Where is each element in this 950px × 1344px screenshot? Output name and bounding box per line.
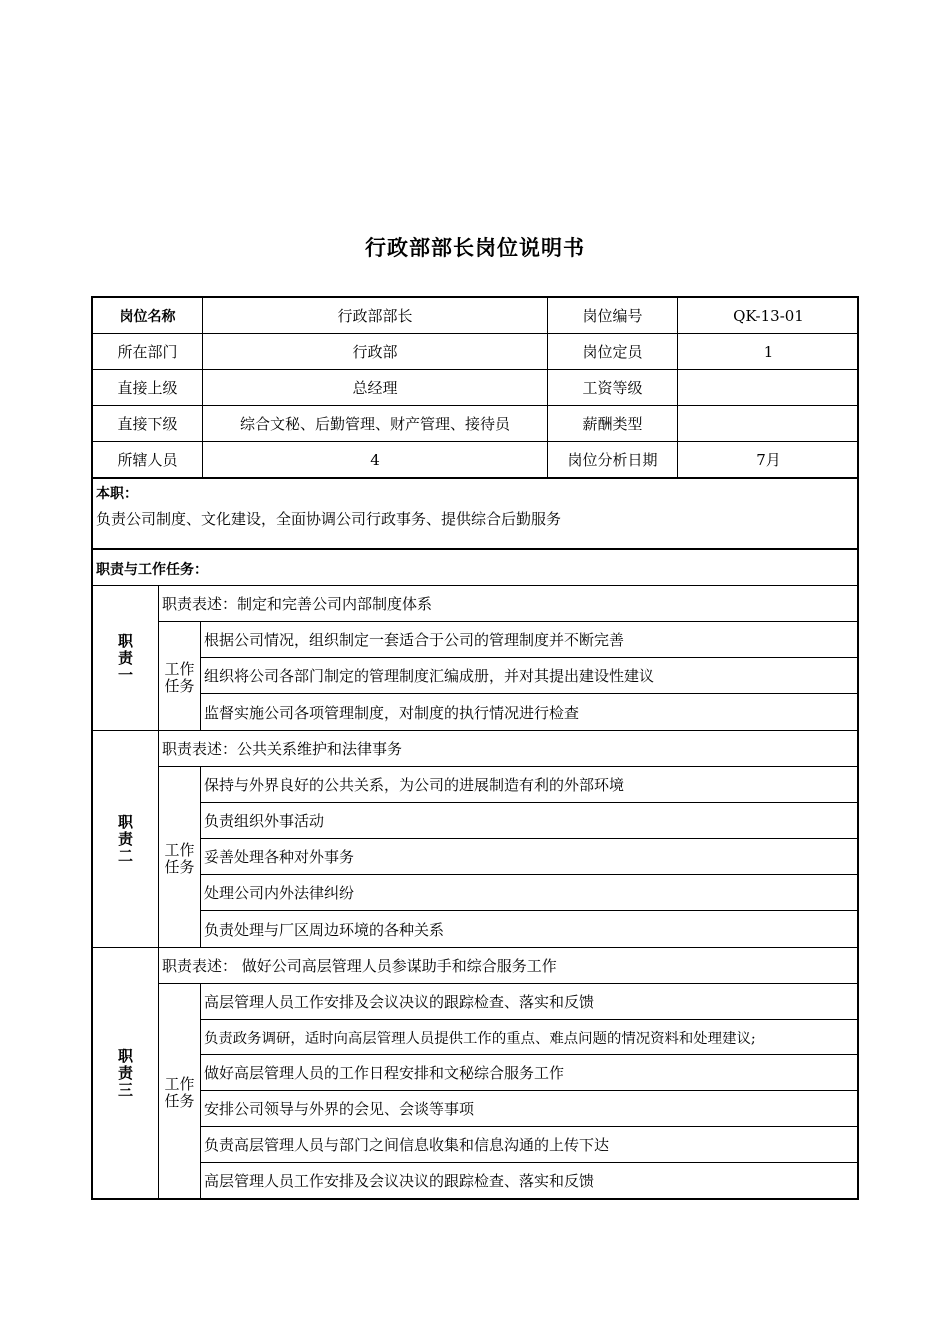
info-value: QK-13-01 (733, 306, 804, 325)
info-label: 岗位分析日期 (548, 442, 678, 477)
info-value: 行政部 (203, 334, 548, 369)
info-row (93, 370, 857, 406)
info-label: 所在部门 (93, 334, 203, 369)
task-item: 负责处理与厂区周边环境的各种关系 (204, 920, 445, 939)
info-row (93, 442, 857, 479)
task-item: 负责组织外事活动 (201, 803, 857, 839)
task-label: 工作任务 (159, 984, 201, 1198)
duty-description: 职责表述： 做好公司高层管理人员参谋助手和综合服务工作 (159, 948, 857, 984)
info-value: 7月 (756, 451, 781, 469)
task-item: 妥善处理各种对外事务 (201, 839, 857, 875)
page-title: 行政部部长岗位说明书 (365, 236, 585, 260)
info-row (93, 334, 857, 370)
info-label: 岗位编号 (548, 298, 678, 333)
duty-block (93, 586, 857, 731)
duty-label: 职责一 (93, 586, 159, 730)
info-value: 总经理 (203, 370, 548, 405)
task-item: 根据公司情况，组织制定一套适合于公司的管理制度并不断完善 (201, 622, 857, 658)
task-item: 安排公司领导与外界的会见、会谈等事项 (201, 1091, 857, 1127)
task-item: 负责政务调研，适时向高层管理人员提供工作的重点、难点问题的情况资料和处理建议; (201, 1020, 857, 1055)
info-value: 综合文秘、后勤管理、财产管理、接待员 (203, 406, 548, 441)
main-duty-section (93, 479, 857, 550)
task-item: 做好高层管理人员的工作日程安排和文秘综合服务工作 (201, 1055, 857, 1091)
task-item: 监督实施公司各项管理制度，对制度的执行情况进行检查 (204, 703, 580, 722)
info-row (93, 406, 857, 442)
duty-label: 职责二 (93, 731, 159, 947)
info-value: 4 (203, 442, 548, 477)
main-duty-heading: 本职： (96, 486, 138, 502)
duty-label: 职责三 (93, 948, 159, 1198)
info-value (678, 370, 859, 405)
info-value: 1 (763, 342, 774, 361)
task-item: 处理公司内外法律纠纷 (201, 875, 857, 911)
task-item: 保持与外界良好的公共关系，为公司的进展制造有利的外部环境 (201, 767, 857, 803)
info-label: 直接上级 (93, 370, 203, 405)
info-value (678, 406, 859, 441)
info-label: 岗位名称 (93, 298, 203, 333)
main-duty-text: 负责公司制度、文化建设，全面协调公司行政事务、提供综合后勤服务 (96, 510, 562, 528)
task-item: 负责高层管理人员与部门之间信息收集和信息沟通的上传下达 (201, 1127, 857, 1163)
task-item: 组织将公司各部门制定的管理制度汇编成册，并对其提出建设性建议 (201, 658, 857, 694)
duties-heading: 职责与工作任务： (96, 562, 208, 578)
info-label: 所辖人员 (93, 442, 203, 477)
task-label: 工作任务 (159, 622, 201, 730)
duty-description: 职责表述：制定和完善公司内部制度体系 (159, 586, 857, 622)
duties-heading-row (93, 550, 857, 586)
task-label: 工作任务 (159, 767, 201, 947)
task-item: 高层管理人员工作安排及会议决议的跟踪检查、落实和反馈 (204, 1172, 595, 1190)
duty-block (93, 948, 857, 1198)
info-label: 直接下级 (93, 406, 203, 441)
info-label: 岗位定员 (548, 334, 678, 369)
job-description-table (91, 296, 859, 1200)
info-row (93, 298, 857, 334)
info-label: 薪酬类型 (548, 406, 678, 441)
duty-description: 职责表述：公共关系维护和法律事务 (159, 731, 857, 767)
task-item: 高层管理人员工作安排及会议决议的跟踪检查、落实和反馈 (201, 984, 857, 1020)
duty-block (93, 731, 857, 948)
info-value: 行政部部长 (203, 298, 548, 333)
info-label: 工资等级 (548, 370, 678, 405)
